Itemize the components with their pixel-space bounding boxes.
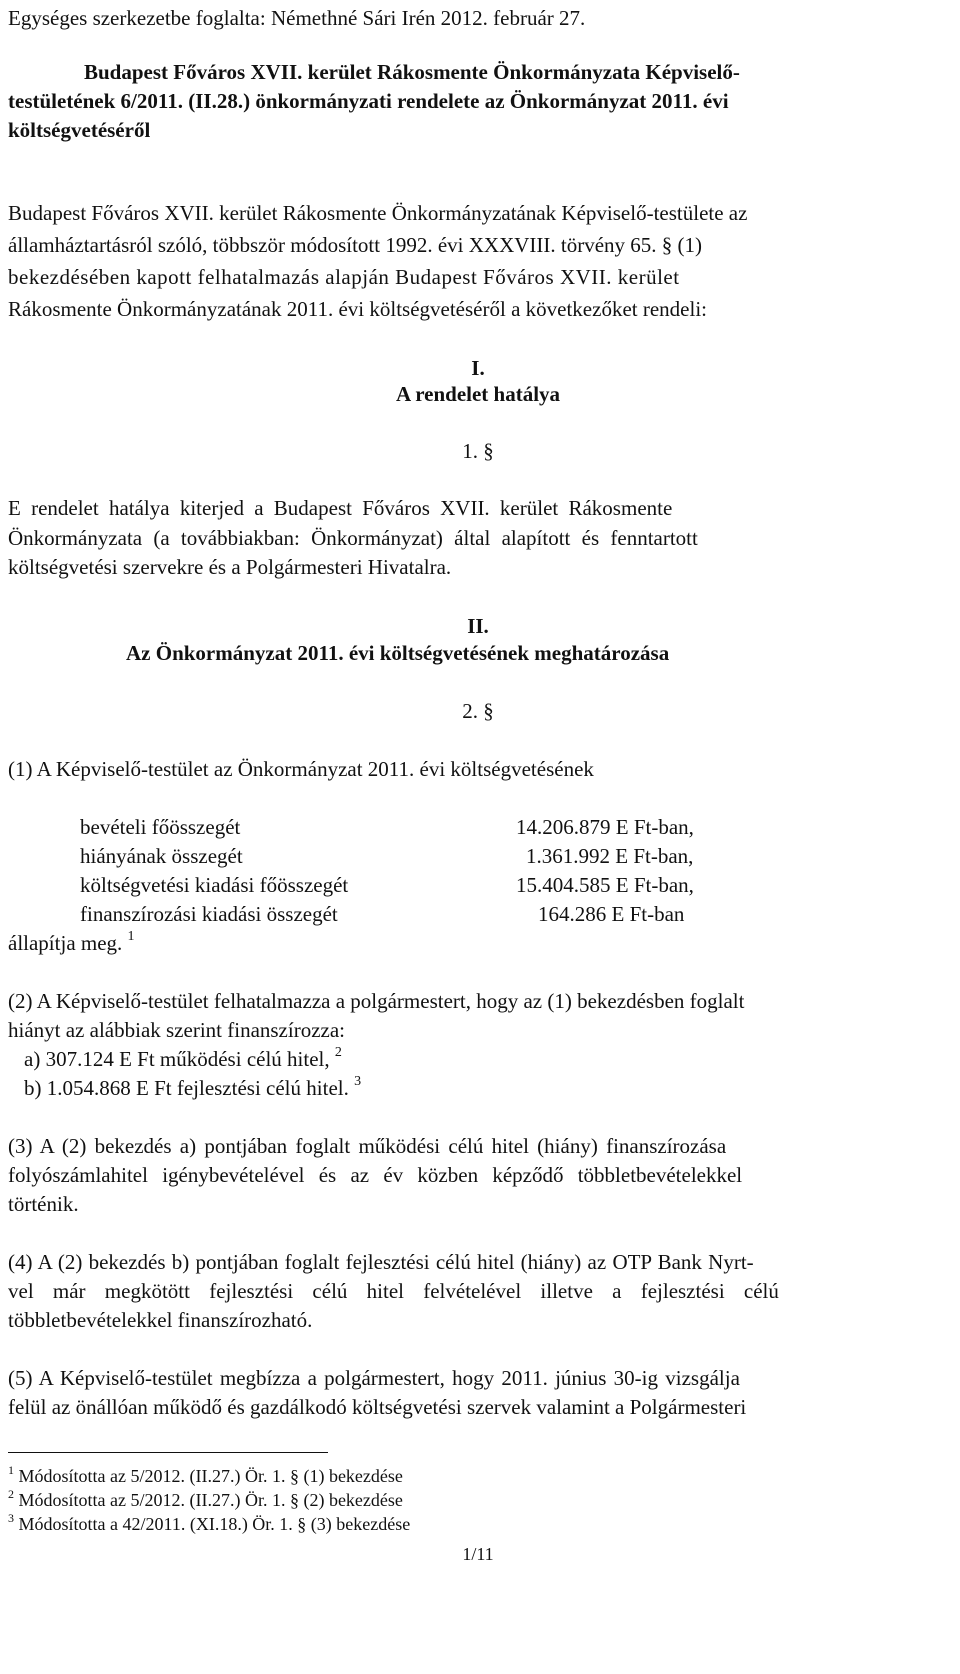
para-4-line-3: többletbevételekkel finanszírozható. — [8, 1308, 313, 1332]
budget-amount: 1.361.992 E Ft-ban, — [526, 844, 694, 868]
section-2-heading: 2. § — [462, 699, 494, 723]
budget-label: finanszírozási kiadási összegét — [80, 902, 338, 926]
title-line-2: testületének 6/2011. (II.28.) önkormányzati rendelete az Önkormányzat 2011. évi — [8, 89, 729, 113]
footnote-ref-1[interactable]: 1 — [127, 929, 135, 944]
para-1-closing: állapítja meg. $^1$ — [8, 929, 135, 955]
page-number: 1/11 — [462, 1544, 494, 1564]
budget-amount: 15.404.585 E Ft-ban, — [516, 873, 694, 897]
preamble-line-4: Rákosmente Önkormányzatának 2011. évi költségvetéséről a következőket rendeli: — [8, 297, 707, 321]
para-3-line-2: folyószámlahitel igénybevételével és az év közben képződő többletbevételekkel — [8, 1163, 743, 1187]
footnote-1: $^1$ Módosította az 5/2012. (II.27.) Ör. 1. § (1) bekezdése — [8, 1463, 403, 1486]
para-2-line-1: (2) A Képviselő-testület felhatalmazza a polgármestert, hogy az (1) bekezdésben foglalt — [8, 989, 745, 1013]
para-4-line-2: vel már megkötött fejlesztési célú hitel felvételével illetve a fejlesztési célú — [8, 1279, 779, 1303]
chapter-2-number: II. — [467, 614, 489, 638]
para-3-line-1: (3) A (2) bekezdés a) pontjában foglalt működési célú hitel (hiány) finanszírozása — [8, 1134, 727, 1158]
chapter-1-title: A rendelet hatálya — [395, 382, 561, 406]
section-1-line-1: E rendelet hatálya kiterjed a Budapest Főváros XVII. kerület Rákosmente — [8, 496, 673, 520]
para-5-line-1: (5) A Képviselő-testület megbízza a polgármestert, hogy 2011. június 30-ig vizsgálja — [8, 1366, 740, 1390]
consolidation-note: Egységes szerkezetbe foglalta: Némethné Sári Irén 2012. február 27. — [8, 6, 586, 30]
preamble-line-1: Budapest Főváros XVII. kerület Rákosmente Önkormányzatának Képviselő-testülete az — [8, 201, 748, 225]
preamble-line-3: bekezdésében kapott felhatalmazás alapján Budapest Főváros XVII. kerület — [8, 265, 680, 289]
para-4-line-1: (4) A (2) bekezdés b) pontjában foglalt fejlesztési célú hitel (hiány) az OTP Bank Nyrt- — [8, 1250, 754, 1274]
section-1-line-2: Önkormányzata (a továbbiakban: Önkormányzat) által alapított és fenntartott — [8, 526, 698, 550]
para-2-item-a: a) 307.124 E Ft működési célú hitel, $^2$ — [24, 1045, 342, 1071]
section-1-line-3: költségvetési szervekre és a Polgármesteri Hivatalra. — [8, 555, 452, 579]
footnote-ref-2[interactable]: 2 — [334, 1045, 342, 1060]
budget-label: költségvetési kiadási főösszegét — [80, 873, 349, 897]
para-1-intro: (1) A Képviselő-testület az Önkormányzat 2011. évi költségvetésének — [8, 757, 594, 781]
footnote-3: $^3$ Módosította a 42/2011. (XI.18.) Ör. 1. § (3) bekezdése — [8, 1511, 411, 1534]
budget-label: hiányának összegét — [80, 844, 243, 868]
chapter-2-title: Az Önkormányzat 2011. évi költségvetésének meghatározása — [126, 641, 670, 665]
para-2-line-2: hiányt az alábbiak szerint finanszírozza: — [8, 1018, 346, 1042]
para-3-line-3: történik. — [8, 1192, 79, 1216]
title-line-3: költségvetéséről — [8, 118, 151, 142]
footnote-2: $^2$ Módosította az 5/2012. (II.27.) Ör. 1. § (2) bekezdése — [8, 1487, 403, 1510]
document-page — [8, 0, 948, 1674]
budget-label: bevételi főösszegét — [80, 815, 241, 839]
section-1-heading: 1. § — [462, 439, 494, 463]
chapter-1-number: I. — [471, 356, 485, 380]
footnote-ref-3[interactable]: 3 — [354, 1074, 362, 1089]
preamble-line-2: államháztartásról szóló, többször módosított 1992. évi XXXVIII. törvény 65. § (1) — [8, 233, 703, 257]
para-2-item-b: b) 1.054.868 E Ft fejlesztési célú hitel. $^3$ — [24, 1074, 362, 1100]
title-line-1: Budapest Főváros XVII. kerület Rákosmente Önkormányzata Képviselő- — [84, 60, 740, 84]
footnote-separator — [8, 1452, 328, 1453]
para-5-line-2: felül az önállóan működő és gazdálkodó költségvetési szervek valamint a Polgármesteri — [8, 1395, 747, 1419]
budget-amount: 164.286 E Ft-ban — [538, 902, 685, 926]
budget-amount: 14.206.879 E Ft-ban, — [516, 815, 694, 839]
